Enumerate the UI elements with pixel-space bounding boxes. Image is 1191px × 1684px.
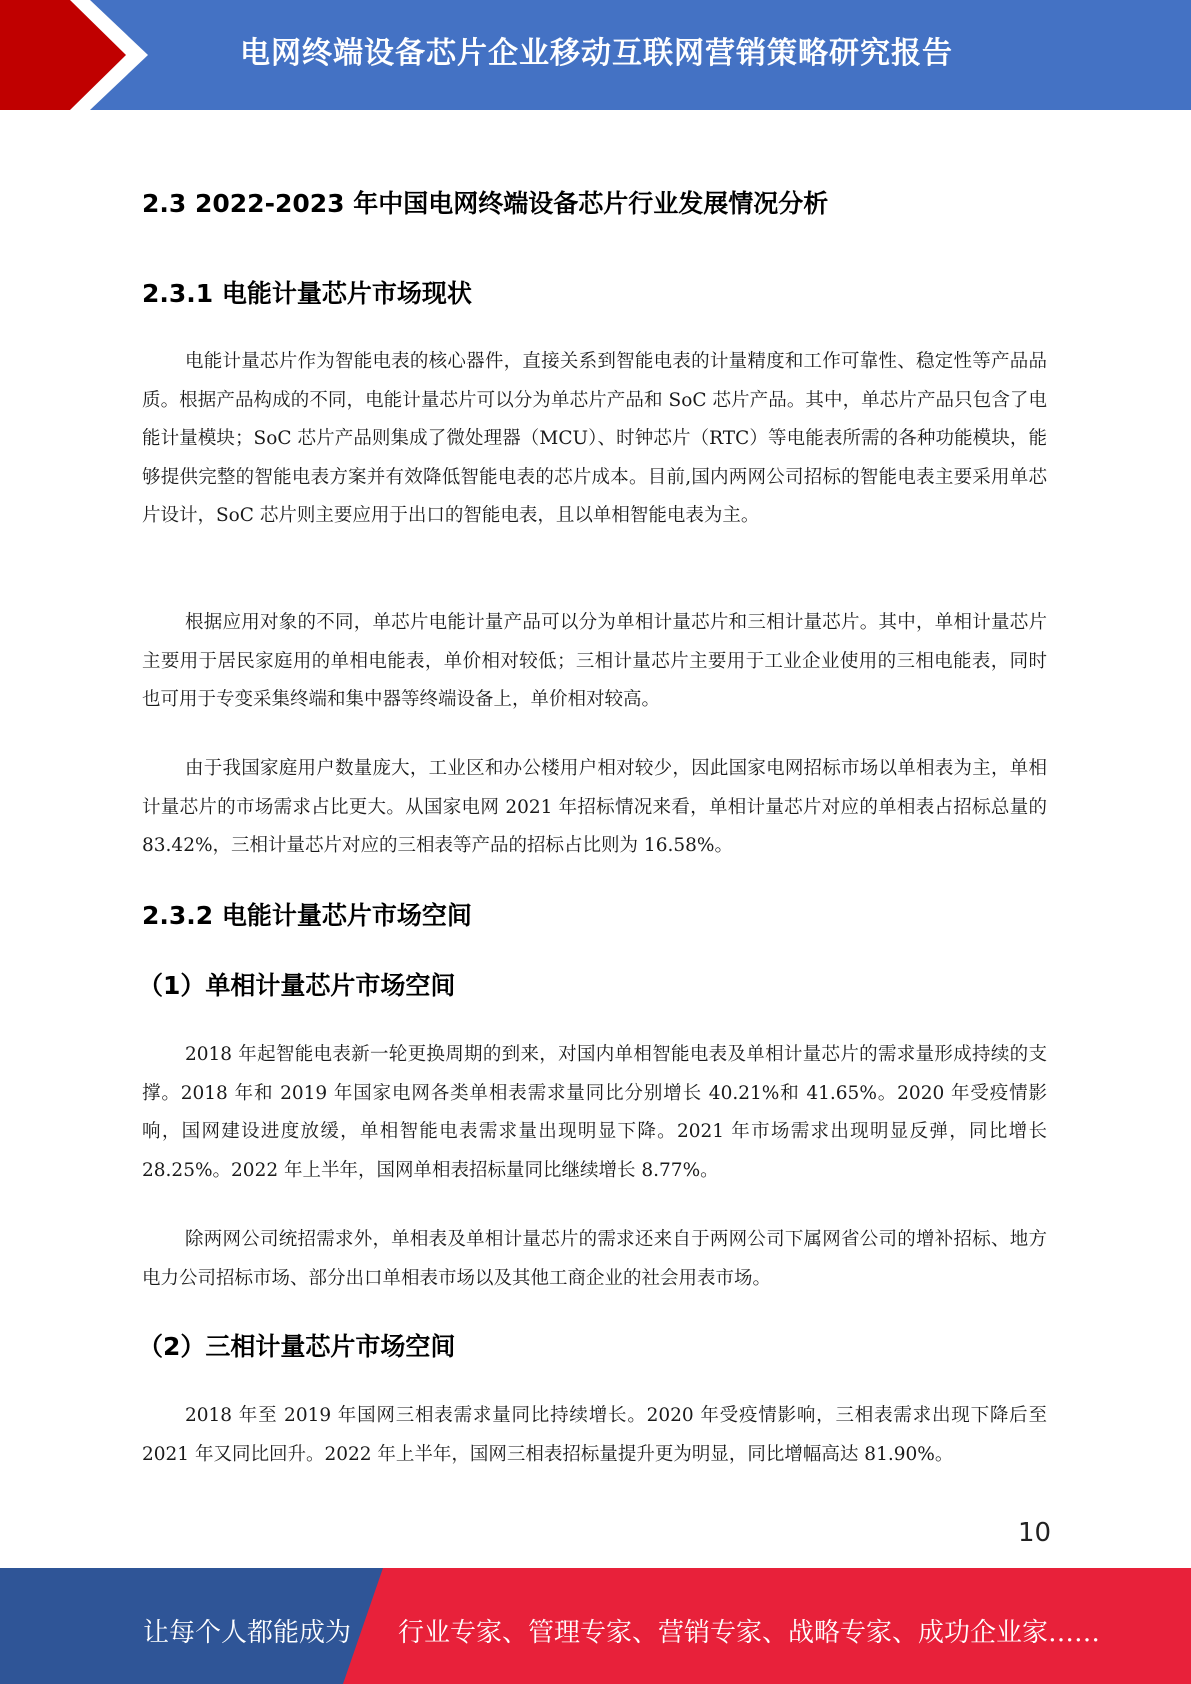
header-arrow-icon: [0, 0, 160, 110]
paragraph: 2018 年起智能电表新一轮更换周期的到来，对国内单相智能电表及单相计量芯片的需求量形成持续的支撑。2018 年和 2019 年国家电网各类单相表需求量同比分别增长 40.21%和 41.65%。2020 年受疫情影响，国网建设进度放缓，单相智能电表需求量出现明显下降。2021 年市场需求出现明显反弹，同比增长 28.25%。2022 年上半年，国网单相表招标量同比继续增长 8.77%。: [142, 1044, 1047, 1181]
subsection-heading-single-phase: （1）单相计量芯片市场空间: [138, 971, 456, 1000]
page-header: [0, 0, 1191, 110]
page-number: 10: [1018, 1518, 1052, 1548]
page-footer: [0, 1568, 1191, 1684]
paragraph: 由于我国家庭用户数量庞大，工业区和办公楼用户相对较少，因此国家电网招标市场以单相表为主，单相计量芯片的市场需求占比更大。从国家电网 2021 年招标情况来看，单相计量芯片对应的单相表占招标总量的 83.42%，三相计量芯片对应的三相表等产品的招标占比则为 16.58%。: [142, 758, 1047, 856]
subsection-heading-three-phase: （2）三相计量芯片市场空间: [138, 1332, 456, 1361]
section-heading-2-3: 2.3 2022-2023 年中国电网终端设备芯片行业发展情况分析: [142, 189, 829, 218]
paragraph: 根据应用对象的不同，单芯片电能计量产品可以分为单相计量芯片和三相计量芯片。其中，单相计量芯片主要用于居民家庭用的单相电能表，单价相对较低；三相计量芯片主要用于工业企业使用的三相电能表，同时也可用于专变采集终端和集中器等终端设备上，单价相对较高。: [142, 612, 1047, 710]
paragraph: 2018 年至 2019 年国网三相表需求量同比持续增长。2020 年受疫情影响，三相表需求出现下降后至 2021 年又同比回升。2022 年上半年，国网三相表招标量提升更为明显，同比增幅高达 81.90%。: [142, 1405, 1047, 1465]
paragraph: 电能计量芯片作为智能电表的核心器件，直接关系到智能电表的计量精度和工作可靠性、稳定性等产品品质。根据产品构成的不同，电能计量芯片可以分为单芯片产品和 SoC 芯片产品。其中，单芯片产品只包含了电能计量模块；SoC 芯片产品则集成了微处理器（MCU）、时钟芯片（RTC）等电能表所需的各种功能模块，能够提供完整的智能电表方案并有效降低智能电表的芯片成本。目前,国内两网公司招标的智能电表主要采用单芯片设计，SoC 芯片则主要应用于出口的智能电表，且以单相智能电表为主。: [142, 351, 1047, 526]
footer-slogan-left: 让每个人都能成为: [143, 1618, 352, 1648]
footer-slogan-right: 行业专家、管理专家、营销专家、战略专家、成功企业家……: [398, 1618, 1101, 1648]
section-heading-2-3-1: 2.3.1 电能计量芯片市场现状: [142, 279, 472, 308]
paragraph: 除两网公司统招需求外，单相表及单相计量芯片的需求还来自于两网公司下属网省公司的增补招标、地方电力公司招标市场、部分出口单相表市场以及其他工商企业的社会用表市场。: [142, 1229, 1047, 1289]
header-title: 电网终端设备芯片企业移动互联网营销策略研究报告: [240, 36, 953, 71]
section-heading-2-3-2: 2.3.2 电能计量芯片市场空间: [142, 901, 472, 930]
